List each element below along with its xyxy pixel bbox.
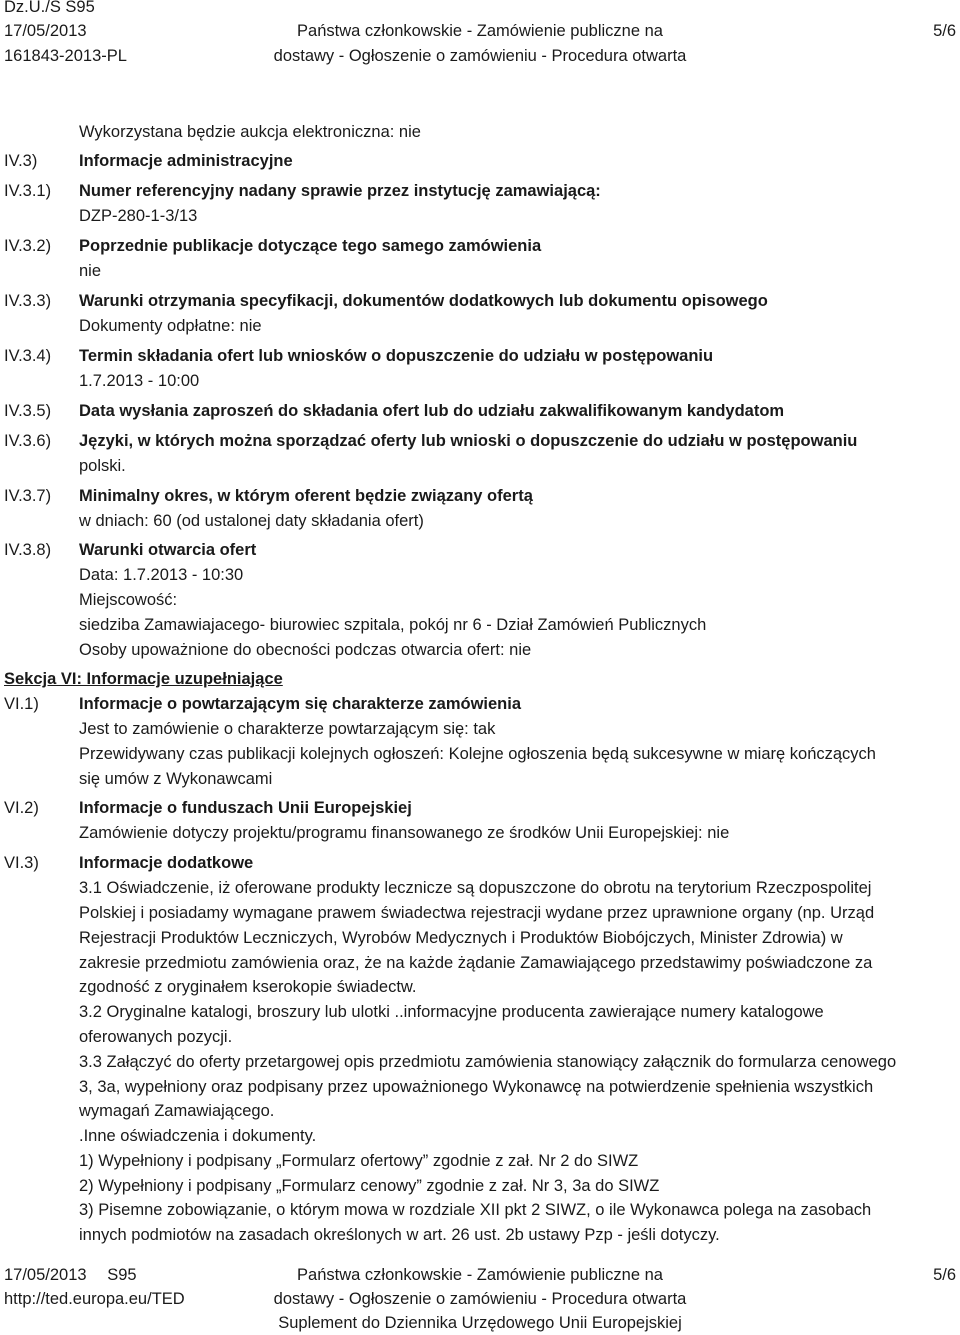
section-value: nie — [79, 262, 102, 280]
section-value: DZP-280-1-3/13 — [79, 207, 198, 225]
opening-persons: Osoby upoważnione do obecności podczas otwarcia ofert: nie — [79, 641, 532, 659]
section-number: IV.3.3) — [4, 292, 52, 310]
info-line: 3, 3a, wypełniony oraz podpisany przez upoważnionego Wykonawcę na potwierdzenie spełnienia wszystkich — [79, 1078, 874, 1096]
opening-place: siedziba Zamawiajacego- biurowiec szpitala, pokój nr 6 - Dział Zamówień Publicznych — [79, 616, 707, 634]
info-line: 3.1 Oświadczenie, iż oferowane produkty lecznicze są dopuszczone do obrotu na terytorium Rzeczpospolitej — [79, 879, 872, 897]
section-number: IV.3.4) — [4, 347, 52, 365]
section-title: Informacje o funduszach Unii Europejskiej — [79, 799, 412, 817]
section-title: Języki, w których można sporządzać oferty lub wnioski o dopuszczenie do udziału w postępowaniu — [79, 432, 858, 450]
info-line: Rejestracji Produktów Leczniczych, Wyrobów Medycznych i Produktów Biobójczych, Minister Zdrowia) w — [79, 929, 843, 947]
section-title: Warunki otrzymania specyfikacji, dokumentów dodatkowych lub dokumentu opisowego — [79, 292, 768, 310]
section-line: Przewidywany czas publikacji kolejnych ogłoszeń: Kolejne ogłoszenia będą sukcesywne w miarę kończących — [79, 745, 876, 763]
section-title: Informacje o powtarzającym się charakterze zamówienia — [79, 695, 522, 713]
info-line: 3.3 Załączyć do oferty przetargowej opis przedmiotu zamówienia stanowiący załącznik do formularza cenowego — [79, 1053, 897, 1071]
footer-title-line1: Państwa członkowskie - Zamówienie publiczne na — [297, 1266, 663, 1284]
opening-date: Data: 1.7.2013 - 10:30 — [79, 566, 244, 584]
section-value: Zamówienie dotyczy projektu/programu finansowanego ze środków Unii Europejskiej: nie — [79, 824, 730, 842]
section-title: Termin składania ofert lub wniosków o dopuszczenie do udziału w postępowaniu — [79, 347, 714, 365]
section-number: IV.3.5) — [4, 402, 52, 420]
footer-page: 5/6 — [933, 1266, 956, 1284]
info-line: oferowanych pozycji. — [79, 1028, 233, 1046]
info-line: Polskiej i posiadamy wymagane prawem świadectwa rejestracji wydane przez uprawnione organy (np. Urząd — [79, 904, 875, 922]
footer-title-line3: Suplement do Dziennika Urzędowego Unii Europejskiej — [278, 1314, 682, 1332]
info-line: 1) Wypełniony i podpisany „Formularz ofertowy” zgodnie z zał. Nr 2 do SIWZ — [79, 1152, 639, 1170]
section-value: 1.7.2013 - 10:00 — [79, 372, 200, 390]
section-line: Jest to zamówienie o charakterze powtarzającym się: tak — [79, 720, 496, 738]
info-line: zakresie przedmiotu zamówienia oraz, że na każde żądanie Zamawiającego przedstawimy poświadczone za — [79, 954, 873, 972]
section-title: Numer referencyjny nadany sprawie przez instytucję zamawiającą: — [79, 182, 601, 200]
section-title: Informacje dodatkowe — [79, 854, 254, 872]
section-title: Informacje administracyjne — [79, 152, 293, 170]
section-title: Data wysłania zaproszeń do składania ofert lub do udziału zakwalifikowanym kandydatom — [79, 402, 785, 420]
info-line: innych podmiotów na zasadach określonych w art. 26 ust. 2b ustawy Pzp - jeśli dotyczy. — [79, 1226, 720, 1244]
section-title: Poprzednie publikacje dotyczące tego samego zamówienia — [79, 237, 542, 255]
info-line: wymagań Zamawiającego. — [79, 1102, 275, 1120]
section-number: IV.3) — [4, 152, 38, 170]
section-number: IV.3.6) — [4, 432, 52, 450]
info-line: .Inne oświadczenia i dokumenty. — [79, 1127, 317, 1145]
opening-place-label: Miejscowość: — [79, 591, 178, 609]
section-heading-vi: Sekcja VI: Informacje uzupełniające — [4, 670, 283, 688]
info-line: 3) Pisemne zobowiązanie, o którym mowa w rozdziale XII pkt 2 SIWZ, o ile Wykonawca polega na zasobach — [79, 1201, 872, 1219]
section-value: polski. — [79, 457, 126, 475]
aukcja-text: Wykorzystana będzie aukcja elektroniczna: nie — [79, 123, 421, 141]
footer-date: 17/05/2013 — [4, 1266, 87, 1284]
info-line: 2) Wypełniony i podpisany „Formularz cenowy” zgodnie z zał. Nr 3, 3a do SIWZ — [79, 1177, 660, 1195]
footer-title-line2: dostawy - Ogłoszenie o zamówieniu - Procedura otwarta — [273, 1290, 687, 1308]
section-line: się umów z Wykonawcami — [79, 770, 273, 788]
header-title-line2: dostawy - Ogłoszenie o zamówieniu - Procedura otwarta — [273, 47, 687, 65]
section-number: VI.1) — [4, 695, 39, 713]
section-number: IV.3.7) — [4, 487, 52, 505]
info-line: 3.2 Oryginalne katalogi, broszury lub ulotki ..informacyjne producenta zawierające numery katalogowe — [79, 1003, 824, 1021]
header-source: Dz.U./S S95 — [4, 0, 95, 16]
section-number: VI.3) — [4, 854, 39, 872]
section-value: w dniach: 60 (od ustalonej daty składania ofert) — [79, 512, 424, 530]
header-date: 17/05/2013 — [4, 22, 87, 40]
section-title: Minimalny okres, w którym oferent będzie związany ofertą — [79, 487, 533, 505]
section-number: IV.3.2) — [4, 237, 52, 255]
header-ref: 161843-2013-PL — [4, 47, 127, 65]
header-title-line1: Państwa członkowskie - Zamówienie publiczne na — [297, 22, 663, 40]
section-value: Dokumenty odpłatne: nie — [79, 317, 262, 335]
section-title: Warunki otwarcia ofert — [79, 541, 257, 559]
footer-url[interactable]: http://ted.europa.eu/TED — [4, 1290, 185, 1308]
section-number: IV.3.1) — [4, 182, 52, 200]
section-number: IV.3.8) — [4, 541, 52, 559]
header-page: 5/6 — [933, 22, 956, 40]
info-line: zgodność z oryginałem kserokopie świadectw. — [79, 978, 417, 996]
footer-series: S95 — [107, 1266, 137, 1284]
section-number: VI.2) — [4, 799, 39, 817]
